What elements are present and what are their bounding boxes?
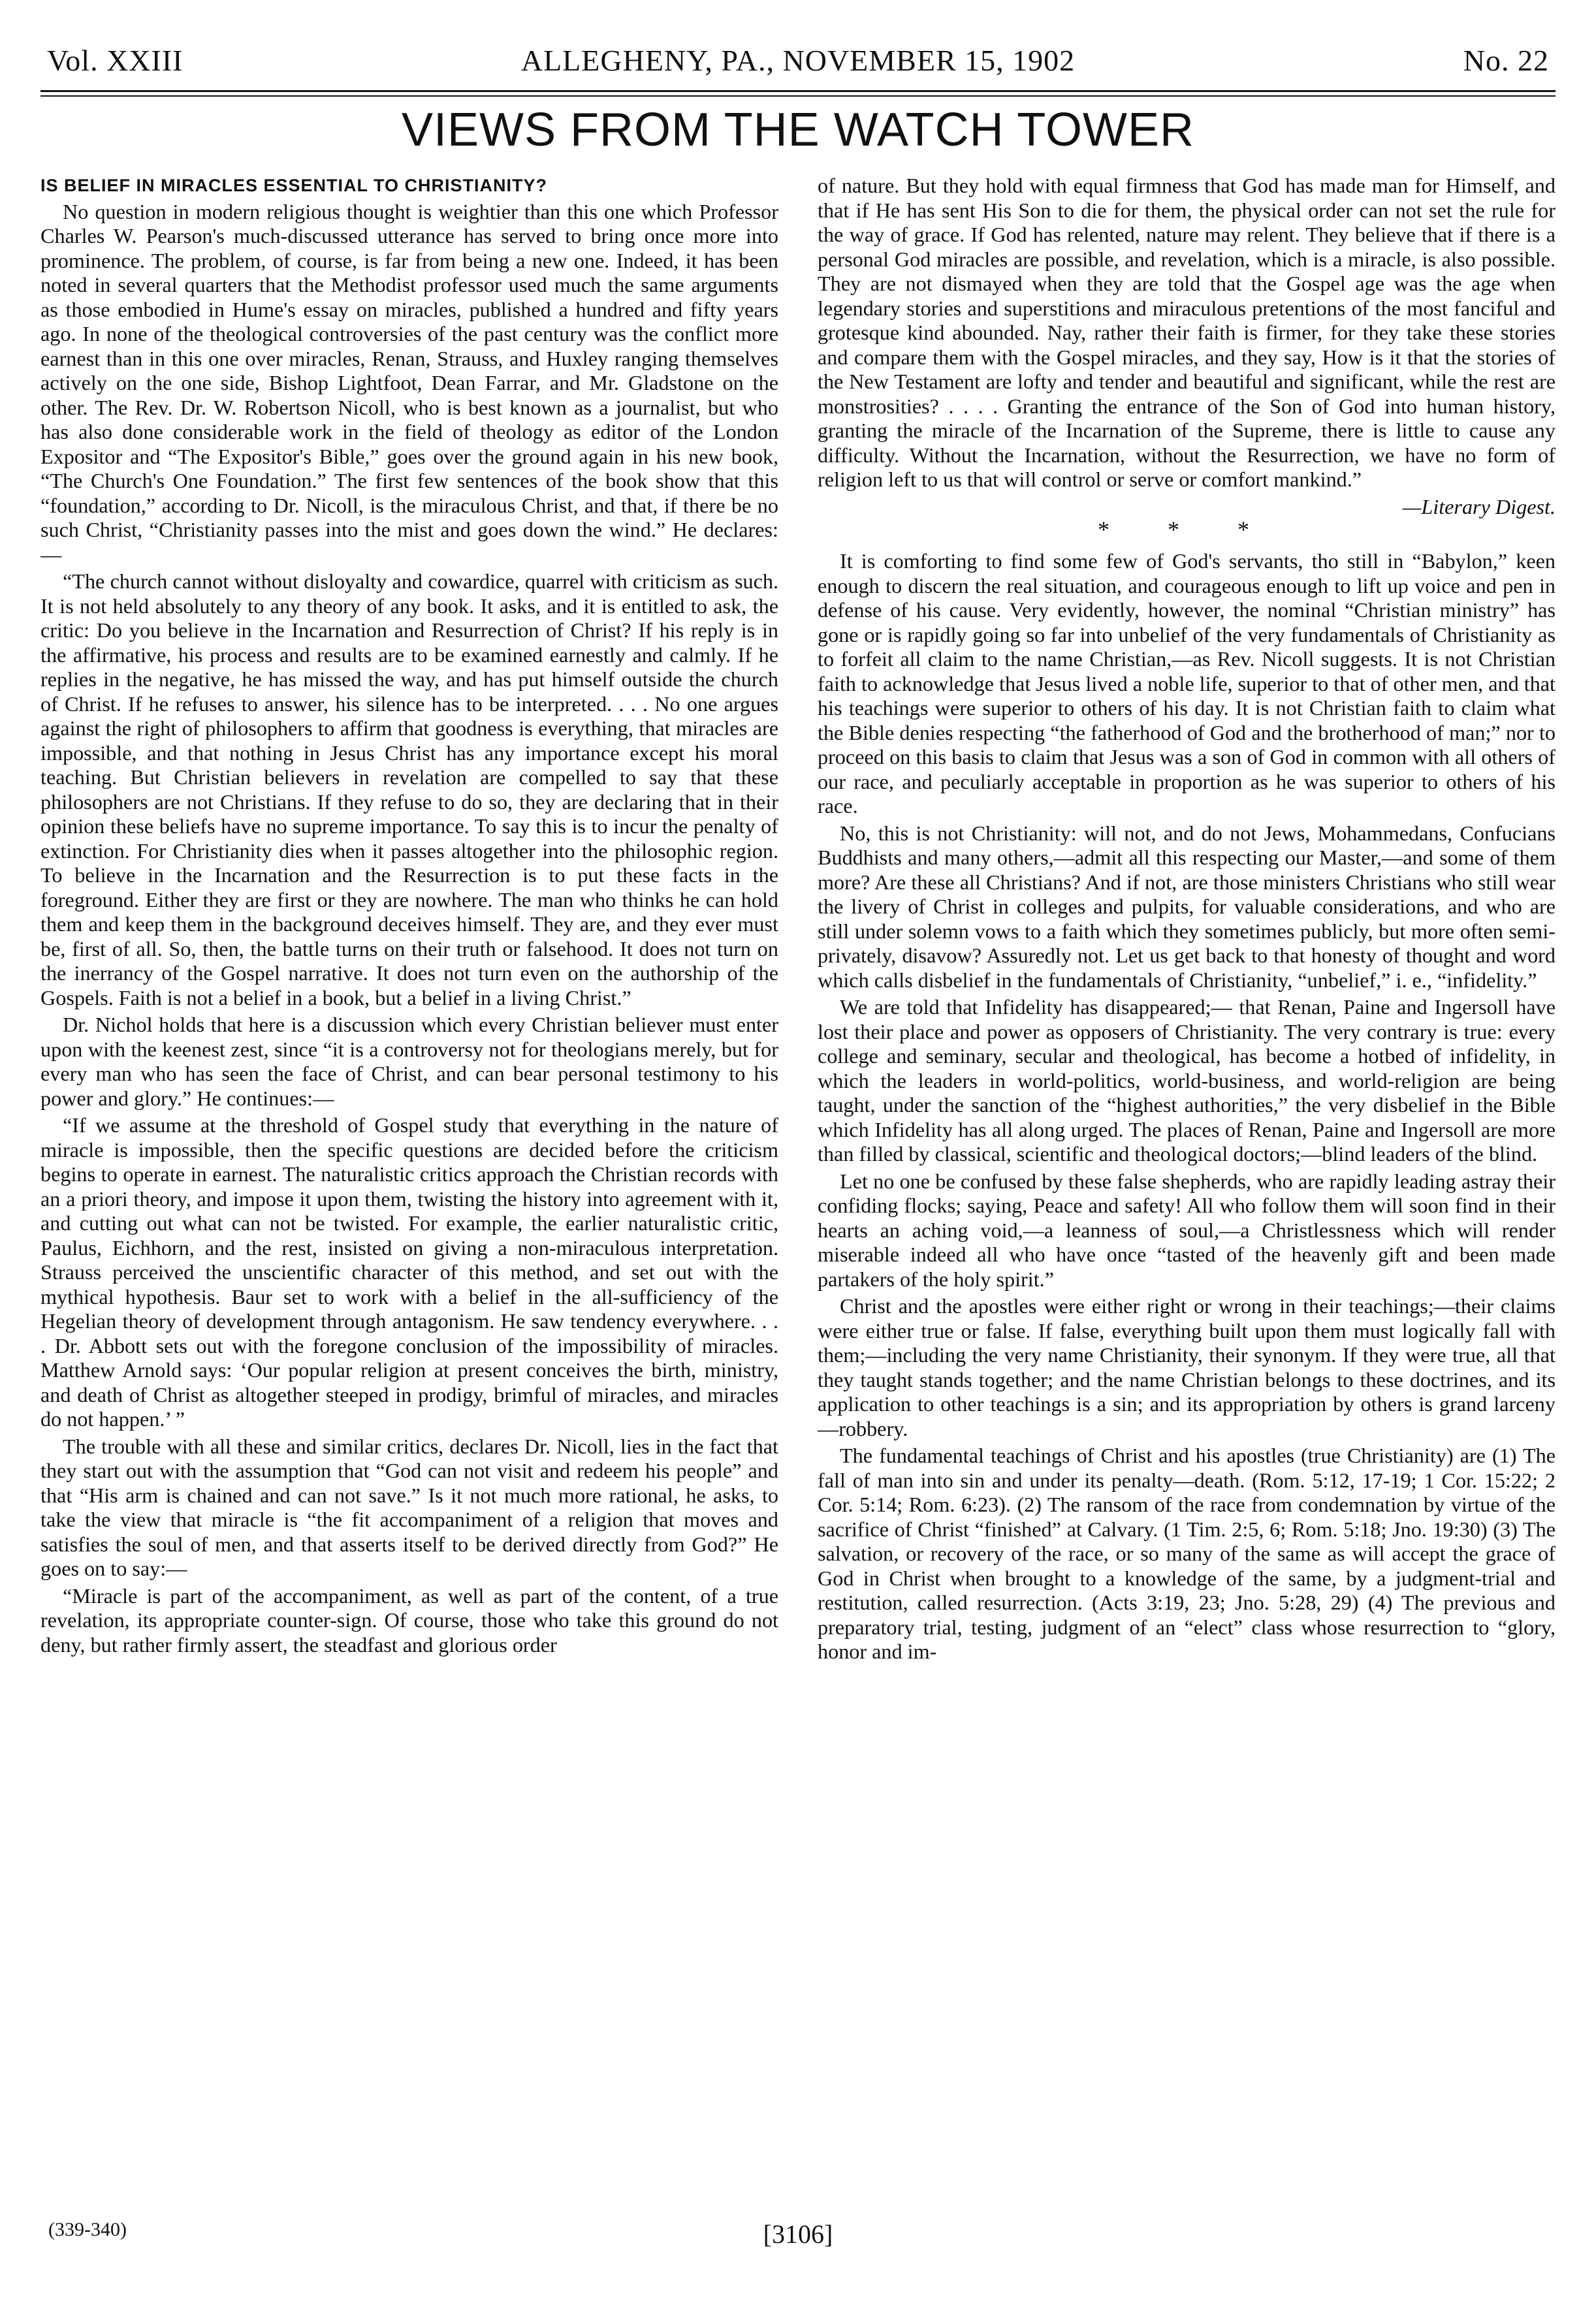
- volume-label: Vol. XXIII: [47, 44, 184, 77]
- article-columns: [40, 174, 1556, 2159]
- paragraph: It is comforting to find some few of God's servants, tho still in “Babylon,” keen enough to discern the real situation, and courageous enough to lift up voice and pen in defense of his cause. Very evidently, however, the nominal “Christian ministry” has gone or is rapidly going so far into unbelief of the very fundamentals of Christianity as to forfeit all claim to the name Christian,—as Rev. Nicoll suggests. It is not Christian faith to acknowledge that Jesus lived a noble life, superior to that of other men, and that his teachings were superior to others of his day. It is not Christian faith to claim what the Bible denies respecting “the fatherhood of God and the brotherhood of man;” nor to proceed on this basis to claim that Jesus was a son of God in common with all others of our race, and peculiarly acceptable in proportion as he was superior to others of his race.: [818, 549, 1556, 817]
- section-separator: * * *: [1098, 516, 1275, 543]
- place-date: ALLEGHENY, PA., NOVEMBER 15, 1902: [520, 44, 1076, 77]
- paragraph: of nature. But they hold with equal firmness that God has made man for Himself, and that if He has sent His Son to die for them, the physical order can not set the rule for the way of grace. If God has relented, nature may relent. They believe that if there is a personal God miracles are possible, and revelation, which is a miracle, is also possible. They are not dismayed when they are told that the Gospel age was the age when legendary stories and superstitions and miraculous pretentions of the most fanciful and grotesque kind abounded. Nay, rather their faith is firmer, for they take these stories and compare them with the Gospel miracles, and they say, How is it that the stories of the New Testament are lofty and tender and beautiful and significant, while the rest are monstrosities? . . . . Granting the entrance of the Son of God into human history, granting the miracle of the Incarnation of the Supreme, there is little to cause any difficulty. Without the Incarnation, without the Resurrection, we have no form of religion left to us that will control or serve or comfort mankind.”: [818, 174, 1556, 491]
- page-number: [3106]: [763, 2219, 833, 2249]
- right-column: [818, 174, 1556, 2159]
- newspaper-page: [40, 38, 1556, 2271]
- left-column: [40, 174, 778, 2159]
- masthead-rule-thin: [40, 95, 1556, 97]
- paragraph: “If we assume at the threshold of Gospel study that everything in the nature of miracle is impossible, then the specific questions are decided before the criticism begins to operate in earnest. The naturalistic critics approach the Christian records with an a priori theory, and impose it upon them, twisting the history into agreement with it, and cutting out what can not be twisted. For example, the earlier naturalistic critic, Paulus, Eichhorn, and the rest, insisted on giving a non-miraculous interpretation. Strauss perceived the unscientific character of this method, and set out with the mythical hypothesis. Baur set to work with a belief in the all-sufficiency of the Hegelian theory of development through antagonism. He saw tendency everywhere. . . . Dr. Abbott sets out with the foregone conclusion of the impossibility of miracles. Matthew Arnold says: ‘Our popular religion at present conceives the birth, ministry, and death of Christ as altogether steeped in prodigy, brimful of miracles, and miracles do not happen.’ ”: [40, 1113, 778, 1431]
- paragraph: The trouble with all these and similar critics, declares Dr. Nicoll, lies in the fact that they start out with the assumption that “God can not visit and redeem his people” and that “His arm is chained and can not save.” Is it not much more rational, he asks, to take the view that miracle is “the fit accompaniment of a religion that moves and satisfies the soul of men, and that asserts itself to be derived directly from God?” He goes on to say:—: [40, 1434, 778, 1580]
- paragraph: No question in modern religious thought is weightier than this one which Professor Charles W. Pearson's much-discussed utterance has served to bring once more into prominence. The problem, of course, is far from being a new one. Indeed, it has been noted in several quarters that the Methodist professor used much the same arguments as those embodied in Hume's essay on miracles, published a hundred and fifty years ago. In none of the theological controversies of the past century was the conflict more earnest than in this one over miracles, Renan, Strauss, and Huxley ranging themselves actively on the one side, Bishop Lightfoot, Dean Farrar, and Mr. Gladstone on the other. The Rev. Dr. W. Robertson Nicoll, who is best known as a journalist, but who has also done considerable work in the field of theology as editor of the London Expositor and “The Expositor's Bible,” goes over the ground again in his new book, “The Church's One Foundation.” The first few sentences of the book show that this “foundation,” according to Dr. Nicoll, is the miraculous Christ, and that, if there be no such Christ, “Christianity passes into the mist and goes down the wind.” He declares:—: [40, 199, 778, 566]
- masthead: [40, 38, 1556, 84]
- masthead-rule-thick: [40, 90, 1556, 92]
- paragraph: Christ and the apostles were either right or wrong in their teachings;—their claims were either true or false. If false, everything built upon them must logically fall with them;—including the very name Christianity, their synonym. If they were true, all that they taught stands together; and the name Christian belongs to these doctrines, and its application to other teachings is a sin; and its appropriation by others is grand larceny—robbery.: [818, 1294, 1556, 1440]
- source-attribution: —Literary Digest.: [1402, 494, 1556, 518]
- paragraph: “Miracle is part of the accompaniment, as well as part of the content, of a true revelation, its appropriate counter-sign. Of course, those who take this ground do not deny, but rather firmly assert, the steadfast and glorious order: [40, 1583, 778, 1657]
- issue-number: No. 22: [1463, 44, 1549, 77]
- paragraph: Dr. Nichol holds that here is a discussion which every Christian believer must enter upon with the keenest zest, since “it is a controversy not for theologians merely, but for every man who has seen the face of Christ, and can bear personal testimony to his power and glory.” He continues:—: [40, 1013, 778, 1110]
- article-headline: IS BELIEF IN MIRACLES ESSENTIAL TO CHRISTIANITY?: [40, 176, 548, 195]
- paragraph: Let no one be confused by these false shepherds, who are rapidly leading astray their confiding flocks; saying, Peace and safety! All who follow them will soon find in their hearts an aching void,—a leanness of soul,—a Christlessness which will render miserable indeed all who have once “tasted of the heavenly gift and been made partakers of the holy spirit.”: [818, 1169, 1556, 1291]
- paragraph: “The church cannot without disloyalty and cowardice, quarrel with criticism as such. It is not held absolutely to any theory of any book. It asks, and it is entitled to ask, the critic: Do you believe in the Incarnation and Resurrection of Christ? If his reply is in the affirmative, his process and results are to be examined earnestly and calmly. If he replies in the negative, he has missed the way, and has put himself outside the church of Christ. If he refuses to answer, his silence has to be interpreted. . . . No one argues against the right of philosophers to affirm that goodness is everything, that miracles are impossible, and that nothing in Jesus Christ has any importance except his moral teaching. But Christian believers in revelation are compelled to say that these philosophers are not Christians. If they refuse to do so, they are declaring that in their opinion these beliefs have no supreme importance. To say this is to incur the penalty of extinction. For Christianity dies when it passes altogether into the philosophic region. To believe in the Incarnation and the Resurrection is to put these facts in the foreground. Either they are first or they are nowhere. The man who thinks he can hold them and keep them in the background deceives himself. They are, and they ever must be, first of all. So, then, the battle turns on their truth or falsehood. It does not turn on the inerrancy of the Gospel narrative. It does not turn even on the authorship of the Gospels. Faith is not a belief in a book, but a belief in a living Christ.”: [40, 569, 778, 1009]
- paragraph: We are told that Infidelity has disappeared;— that Renan, Paine and Ingersoll have lost their place and power as opposers of Christianity. The very contrary is true: every college and seminary, secular and theological, has become a hotbed of infidelity, in which the leaders in world-politics, world-business, and world-religion are being taught, under the sanction of the “highest authorities,” the very disbelief in the Bible which Infidelity has all along urged. The places of Renan, Paine and Ingersoll are more than filled by classical, scientific and theological doctors;—blind leaders of the blind.: [818, 995, 1556, 1166]
- paragraph: The fundamental teachings of Christ and his apostles (true Christianity) are (1) The fall of man into sin and under its penalty—death. (Rom. 5:12, 17-19; 1 Cor. 15:22; 2 Cor. 5:14; Rom. 6:23). (2) The ransom of the race from condemnation by virtue of the sacrifice of Christ “finished” at Calvary. (1 Tim. 2:5, 6; Rom. 5:18; Jno. 19:30) (3) The salvation, or recovery of the race, or so many of the same as will accept the grace of God in Christ when brought to a knowledge of the same, by a judgment-trial and restitution, called resurrection. (Acts 3:19, 23; Jno. 5:28, 29) (4) The previous and preparatory trial, testing, judgment of an “elect” class whose resurrection to “glory, honor and im-: [818, 1444, 1556, 1663]
- footer-reference: (339-340): [48, 2219, 127, 2240]
- page-footer: [40, 2219, 1556, 2251]
- section-title: VIEWS FROM THE WATCH TOWER: [402, 104, 1194, 156]
- paragraph: No, this is not Christianity: will not, and do not Jews, Mohammedans, Confucians Buddhists and many others,—admit all this respecting our Master,—and some of them more? Are these all Christians? And if not, are those ministers Christians who still wear the livery of Christ in colleges and pulpits, for valuable considerations, and who are still under solemn vows to a faith which they sometimes publicly, but more often semi-privately, disavow? Assuredly not. Let us get back to that honesty of thought and word which calls disbelief in the fundamentals of Christianity, “unbelief,” i. e., “infidelity.”: [818, 821, 1556, 992]
